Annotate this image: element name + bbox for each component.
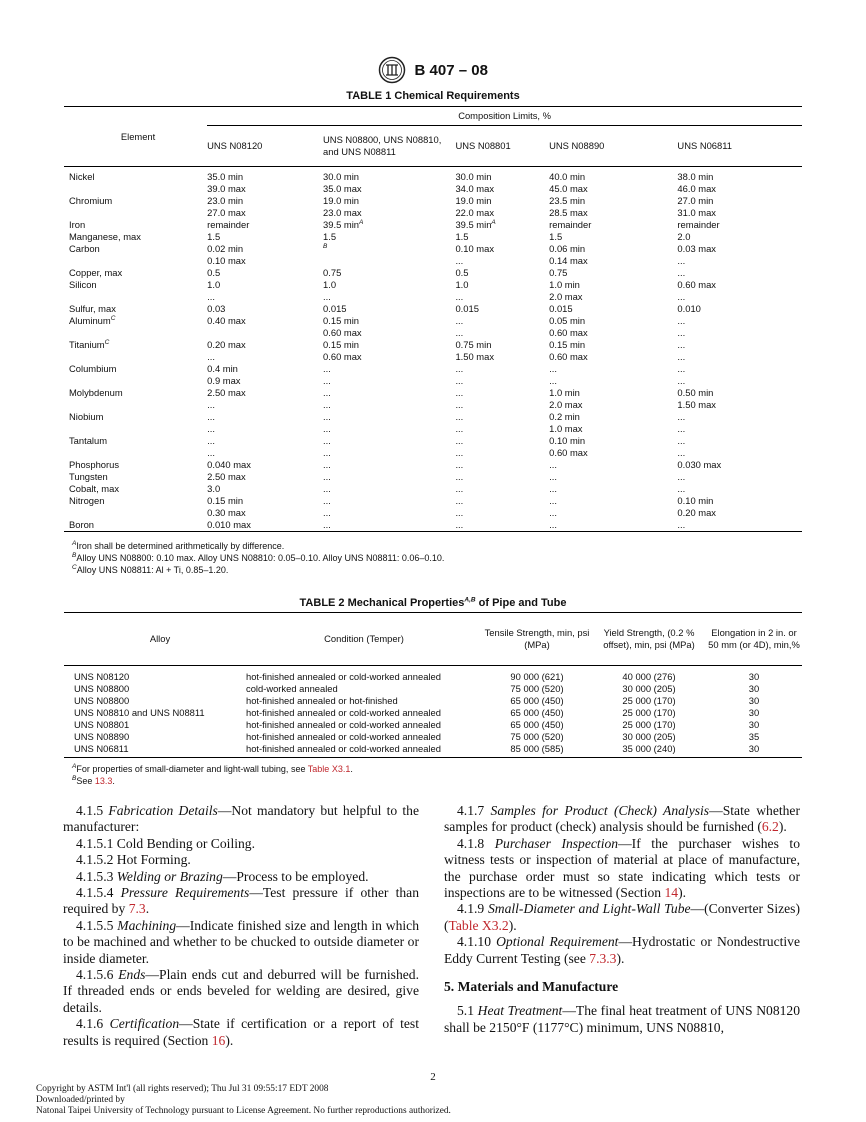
value-cell: 2.50 max ... xyxy=(207,387,246,410)
value-cell: ... xyxy=(455,483,464,494)
value-cell: ... ... xyxy=(455,435,464,458)
column-header: UNS N08120 xyxy=(207,140,263,151)
value-cell: ... xyxy=(677,483,686,494)
value-cell: ... ... xyxy=(207,435,215,458)
value-cell: 30 000 (205) xyxy=(622,731,676,742)
table-row xyxy=(64,495,802,519)
table-row xyxy=(64,315,802,339)
column-header: Alloy xyxy=(64,613,246,666)
body-column-right xyxy=(444,803,800,1036)
value-cell: ... xyxy=(677,471,686,482)
value-cell: 39.5 $\min^A$ xyxy=(455,218,496,230)
mechanical-properties-table xyxy=(64,612,802,758)
table-row xyxy=(64,195,802,219)
value-cell: 2.50 max xyxy=(207,471,246,482)
value-cell: 0.030 max xyxy=(677,459,722,470)
value-cell: 40.0 min 45.0 max xyxy=(549,171,588,194)
value-cell: UNS N08120 xyxy=(74,671,130,682)
value-cell: 40 000 (276) xyxy=(622,671,676,682)
value-cell: 0.015 xyxy=(323,303,347,314)
table-row xyxy=(64,363,802,387)
value-cell: 39.5 $\min^A$ xyxy=(323,218,364,230)
value-cell: 0.50 min 1.50 max xyxy=(677,387,716,410)
value-cell: remainder xyxy=(677,219,720,230)
value-cell: ... xyxy=(549,459,557,470)
table-row xyxy=(64,743,802,758)
value-cell: 23.5 min 28.5 max xyxy=(549,195,588,218)
value-cell: 30 xyxy=(748,719,760,730)
value-cell: ... ... xyxy=(323,363,331,386)
value-cell: 1.5 xyxy=(455,231,469,242)
element-cell: Boron xyxy=(64,519,207,532)
value-cell: 30 xyxy=(706,743,802,758)
paragraph-4-1-6: 4.1.6 Certification—State if certification or a report of test results is required (Section 16). xyxy=(63,1016,419,1048)
value-cell: 0.75 min 1.50 max xyxy=(455,339,495,362)
download-line: Downloaded/printed by xyxy=(36,1095,125,1105)
paragraph-5-1: 5.1 Heat Treatment—The final heat treatment of UNS N08120 shall be 2150°F (1177°C) minimum, UNS N08810, xyxy=(444,1003,801,1035)
table2-title: TABLE 2 Mechanical Properties$^{A,B}$ of Pipe and Tube xyxy=(299,596,567,609)
table-x3-1-link[interactable]: Table X3.1 xyxy=(307,764,351,774)
column-header: Yield Strength, (0.2 % offset), min, psi (MPa) xyxy=(592,613,706,666)
value-cell: 2.0 xyxy=(677,231,691,242)
table-row xyxy=(64,471,802,483)
element-cell: Sulfur, max xyxy=(69,303,116,314)
value-cell: 0.02 min 0.10 max xyxy=(207,243,246,266)
value-cell: 25 000 (170) xyxy=(622,719,676,730)
paragraph-4-1-5: 4.1.5 Fabrication Details—Not mandatory but helpful to the manufacturer: xyxy=(63,803,419,835)
value-cell: 1.0 min 2.0 max xyxy=(549,387,583,410)
value-cell: 19.0 min 23.0 max xyxy=(323,195,362,218)
value-cell: ... ... xyxy=(677,363,686,386)
table1-title: TABLE 1 Chemical Requirements xyxy=(346,90,520,102)
value-cell: ... xyxy=(323,459,331,470)
table-row xyxy=(64,719,802,731)
value-cell: ... ... xyxy=(455,315,464,338)
value-cell: ... ... xyxy=(323,435,331,458)
value-cell: 0.15 min 0.30 max xyxy=(207,495,246,518)
value-cell: 1.5 xyxy=(207,231,221,242)
value-cell: ... ... xyxy=(323,411,331,434)
value-cell: 0.010 xyxy=(677,303,701,314)
element-cell: Silicon xyxy=(69,279,97,290)
value-cell: 23.0 min 27.0 max xyxy=(207,195,246,218)
element-cell: Niobium xyxy=(69,411,104,422)
table-row xyxy=(64,666,802,684)
paragraph-4-1-8: 4.1.8 Purchaser Inspection—If the purchaser wishes to witness tests or inspection of material at place of manufacture, the purchase order must so state indicating which tests or inspections are to be witnessed (Section 14). xyxy=(444,835,800,901)
value-cell: 0.75 xyxy=(549,267,568,278)
table-row xyxy=(64,219,802,231)
value-cell: cold-worked annealed xyxy=(246,683,338,694)
value-cell: 30 000 (205) xyxy=(622,683,676,694)
table2-footnote-a: $^A$For properties of small-diameter and light-wall tubing, see Table X3.1. xyxy=(72,763,353,774)
table-row xyxy=(64,267,802,279)
element-cell: Tungsten xyxy=(69,471,108,482)
element-cell: Molybdenum xyxy=(69,387,123,398)
value-cell: 65 000 (450) xyxy=(510,695,564,706)
value-cell: 35.0 min 39.0 max xyxy=(207,171,246,194)
value-cell: 0.10 max ... xyxy=(455,243,495,266)
value-cell: 85 000 (585) xyxy=(482,743,592,758)
element-cell: Carbon xyxy=(69,243,100,254)
element-cell: Phosphorus xyxy=(69,459,120,470)
table-row xyxy=(64,243,802,267)
value-cell: ... ... xyxy=(455,495,464,518)
value-cell: 3.0 xyxy=(207,483,221,494)
value-cell: hot-finished annealed or cold-worked annealed xyxy=(246,719,441,730)
value-cell: ... ... xyxy=(323,387,331,410)
paragraph-4-1-10: 4.1.10 Optional Requirement—Hydrostatic or Nondestructive Eddy Current Testing (see 7.3.3). xyxy=(444,934,801,966)
section-7-3-link[interactable]: 7.3 xyxy=(128,901,146,917)
table-x3-2-link[interactable]: Table X3.2 xyxy=(448,917,509,933)
column-header: Condition (Temper) xyxy=(246,613,482,666)
value-cell: 65 000 (450) xyxy=(510,707,564,718)
value-cell: UNS N08801 xyxy=(74,719,130,730)
value-cell: 30.0 min 34.0 max xyxy=(455,171,495,194)
value-cell: ... ... xyxy=(455,411,464,434)
paragraph-4-1-5-1: 4.1.5.1 Cold Bending or Coiling. xyxy=(76,835,255,851)
document-header xyxy=(0,56,866,84)
value-cell: ... xyxy=(549,471,557,482)
value-cell: 0.2 min 1.0 max xyxy=(549,411,583,434)
paragraph-4-1-5-6: 4.1.5.6 Ends—Plain ends cut and deburred will be furnished. If threaded ends or ends beveled for welding are desired, give details. xyxy=(63,967,420,1015)
value-cell: 30 xyxy=(748,671,760,682)
value-cell: remainder xyxy=(207,219,250,230)
value-cell: 30 xyxy=(748,683,760,694)
value-cell: UNS N08890 xyxy=(74,731,130,742)
value-cell: 0.75 xyxy=(323,267,342,278)
table-row xyxy=(64,339,802,363)
value-cell: 0.06 min 0.14 max xyxy=(549,243,588,266)
value-cell: 0.10 min 0.20 max xyxy=(677,495,716,518)
table-row xyxy=(64,411,802,435)
table1-footnote: $^C$Alloy UNS N08811: Al + Ti, 0.85–1.20. xyxy=(72,564,229,575)
section-7-3-3-link[interactable]: 7.3.3 xyxy=(589,950,617,966)
paragraph-4-1-5-3: 4.1.5.3 Welding or Brazing—Process to be employed. xyxy=(76,868,369,884)
document-designation: B 407 – 08 xyxy=(414,61,488,79)
value-cell: ... ... xyxy=(323,495,331,518)
table-row xyxy=(64,303,802,315)
table-row xyxy=(64,695,802,707)
copyright-footer xyxy=(36,1084,451,1117)
table-row xyxy=(64,279,802,303)
value-cell: ... ... xyxy=(549,495,557,518)
section-14-link[interactable]: 14 xyxy=(664,885,679,901)
value-cell: 0.20 max ... xyxy=(207,339,246,362)
page-number: 2 xyxy=(430,1071,436,1083)
value-cell: 0.10 min 0.60 max xyxy=(549,435,588,458)
body-column-left xyxy=(63,803,419,1049)
value-cell: UNS N08800 xyxy=(74,683,130,694)
value-cell: 0.15 min 0.60 max xyxy=(323,315,362,338)
column-header: UNS N08890 xyxy=(549,140,605,151)
value-cell: hot-finished annealed or cold-worked annealed xyxy=(246,731,441,742)
value-cell: 0.010 max xyxy=(207,519,323,532)
value-cell: 38.0 min 46.0 max xyxy=(677,171,716,194)
table2-footnote-b: $^B$See 13.3. xyxy=(72,775,115,786)
value-cell: hot-finished annealed or hot-finished xyxy=(246,695,398,706)
value-cell: 75 000 (520) xyxy=(510,731,564,742)
value-cell: 0.015 xyxy=(549,303,573,314)
column-header: UNS N06811 xyxy=(677,140,732,151)
paragraph-4-1-5-2: 4.1.5.2 Hot Forming. xyxy=(76,852,191,868)
value-cell: 0.15 min 0.60 max xyxy=(549,339,588,362)
element-cell: Columbium xyxy=(69,363,117,374)
value-cell: ... xyxy=(323,519,455,532)
value-cell: 90 000 (621) xyxy=(510,671,564,682)
value-cell: 1.0 ... xyxy=(207,279,221,302)
value-cell: remainder xyxy=(549,219,592,230)
composition-limits-header: Composition Limits, % xyxy=(207,107,802,126)
table-row xyxy=(64,483,802,495)
table-row xyxy=(64,707,802,719)
value-cell: 35 000 (240) xyxy=(592,743,706,758)
value-cell: 1.5 xyxy=(549,231,563,242)
paragraph-4-1-5-4: 4.1.5.4 Pressure Requirements—Test pressure if other than required by 7.3. xyxy=(63,885,420,917)
value-cell: 0.015 xyxy=(455,303,479,314)
value-cell: ... xyxy=(323,483,331,494)
section-6-2-link[interactable]: 6.2 xyxy=(761,819,779,835)
value-cell: 65 000 (450) xyxy=(510,719,564,730)
license-line: Natonal Taipei University of Technology pursuant to License Agreement. No further reproductions authorized. xyxy=(36,1106,451,1116)
table1-footnote: $^B$Alloy UNS N08800: 0.10 max. Alloy UNS N08810: 0.05–0.10. Alloy UNS N08811: 0.06–0.10. xyxy=(72,552,445,563)
column-header: Elongation in 2 in. or 50 mm (or 4D), min,% xyxy=(706,613,802,666)
value-cell: hot-finished annealed or cold-worked annealed xyxy=(246,707,441,718)
value-cell: ... ... xyxy=(677,435,686,458)
value-cell: 1.0 ... xyxy=(455,279,469,302)
value-cell: ... xyxy=(455,519,549,532)
table-row xyxy=(64,435,802,459)
value-cell: ... ... xyxy=(207,411,215,434)
value-cell: ... ... xyxy=(677,339,686,362)
paragraph-4-1-9: 4.1.9 Small-Diameter and Light-Wall Tube—(Converter Sizes) (Table X3.2). xyxy=(444,901,800,933)
element-cell: Manganese, max xyxy=(69,231,141,242)
table-row xyxy=(64,519,802,532)
value-cell: 0.15 min 0.60 max xyxy=(323,339,362,362)
value-cell: 35 xyxy=(748,731,760,742)
value-cell: 30 xyxy=(748,707,760,718)
value-cell: ... ... xyxy=(455,387,464,410)
element-cell: Nitrogen xyxy=(69,495,105,506)
value-cell: 25 000 (170) xyxy=(622,695,676,706)
element-cell: Aluminum$^C$ xyxy=(69,314,116,326)
value-cell: B xyxy=(323,242,328,250)
table1-footnote: $^A$Iron shall be determined arithmetically by difference. xyxy=(72,540,285,551)
value-cell: 0.5 xyxy=(455,267,469,278)
value-cell: 27.0 min 31.0 max xyxy=(677,195,716,218)
value-cell: 25 000 (170) xyxy=(622,707,676,718)
paragraph-4-1-7: 4.1.7 Samples for Product (Check) Analysis—State whether samples for product (check) analysis should be furnished (6.2). xyxy=(444,803,800,835)
value-cell: hot-finished annealed or cold-worked annealed xyxy=(246,743,482,758)
copyright-line: Copyright by ASTM Int'l (all rights reserved); Thu Jul 31 09:55:17 EDT 2008 xyxy=(36,1084,329,1094)
table-row xyxy=(64,231,802,243)
element-cell: Cobalt, max xyxy=(69,483,120,494)
value-cell: UNS N08810 and UNS N08811 xyxy=(74,707,205,718)
element-cell: Nickel xyxy=(69,171,95,182)
value-cell: 75 000 (520) xyxy=(510,683,564,694)
value-cell: 1.0 ... xyxy=(323,279,337,302)
value-cell: 19.0 min 22.0 max xyxy=(455,195,495,218)
table-row xyxy=(64,683,802,695)
section-5-heading: 5. Materials and Manufacture xyxy=(444,979,619,995)
column-header: UNS N08800, UNS N08810, and UNS N08811 xyxy=(323,134,442,157)
value-cell: ... xyxy=(677,519,802,532)
table-row xyxy=(64,387,802,411)
element-cell: Titanium$^C$ xyxy=(69,338,110,350)
value-cell: 0.4 min 0.9 max xyxy=(207,363,241,386)
value-cell: 30 xyxy=(748,695,760,706)
value-cell: ... xyxy=(323,471,331,482)
chemical-requirements-table xyxy=(64,106,802,532)
table-row xyxy=(64,731,802,743)
element-cell: Copper, max xyxy=(69,267,123,278)
value-cell: ... ... xyxy=(677,315,686,338)
section-16-link[interactable]: 16 xyxy=(211,1032,226,1048)
value-cell: ... xyxy=(455,459,464,470)
value-cell: ... xyxy=(549,519,677,532)
paragraph-4-1-5-5: 4.1.5.5 Machining—Indicate finished size and length in which to be machined and whether to be chucked to outside diameter or inside diameter. xyxy=(63,917,420,966)
value-cell: hot-finished annealed or cold-worked annealed xyxy=(246,671,441,682)
element-cell: Iron xyxy=(69,219,86,230)
table-row xyxy=(64,167,802,196)
value-cell: ... xyxy=(455,471,464,482)
value-cell: 0.040 max xyxy=(207,459,251,470)
column-header: UNS N08801 xyxy=(455,140,511,151)
section-13-3-link[interactable]: 13.3 xyxy=(94,776,113,786)
value-cell: UNS N08800 xyxy=(74,695,130,706)
value-cell: 0.40 max xyxy=(207,315,246,326)
table-row xyxy=(64,459,802,471)
value-cell: ... ... xyxy=(455,363,464,386)
column-header: Tensile Strength, min, psi (MPa) xyxy=(482,613,592,666)
table1-body xyxy=(64,167,802,532)
astm-logo-icon xyxy=(378,56,406,84)
value-cell: UNS N06811 xyxy=(64,743,246,758)
value-cell: ... xyxy=(549,483,557,494)
element-header: Element xyxy=(64,107,207,167)
value-cell: 0.60 max ... xyxy=(677,279,716,302)
value-cell: 1.0 min 2.0 max xyxy=(549,279,583,302)
value-cell: ... ... xyxy=(677,411,686,434)
element-cell: Chromium xyxy=(69,195,113,206)
value-cell: 1.5 xyxy=(323,231,337,242)
value-cell: 30.0 min 35.0 max xyxy=(323,171,362,194)
value-cell: 0.5 xyxy=(207,267,221,278)
value-cell: ... xyxy=(677,267,686,278)
value-cell: ... ... xyxy=(549,363,557,386)
value-cell: 0.05 min 0.60 max xyxy=(549,315,588,338)
table2-body xyxy=(64,666,802,758)
value-cell: 0.03 max ... xyxy=(677,243,716,266)
element-cell: Tantalum xyxy=(69,435,108,446)
value-cell: 0.03 xyxy=(207,303,226,314)
